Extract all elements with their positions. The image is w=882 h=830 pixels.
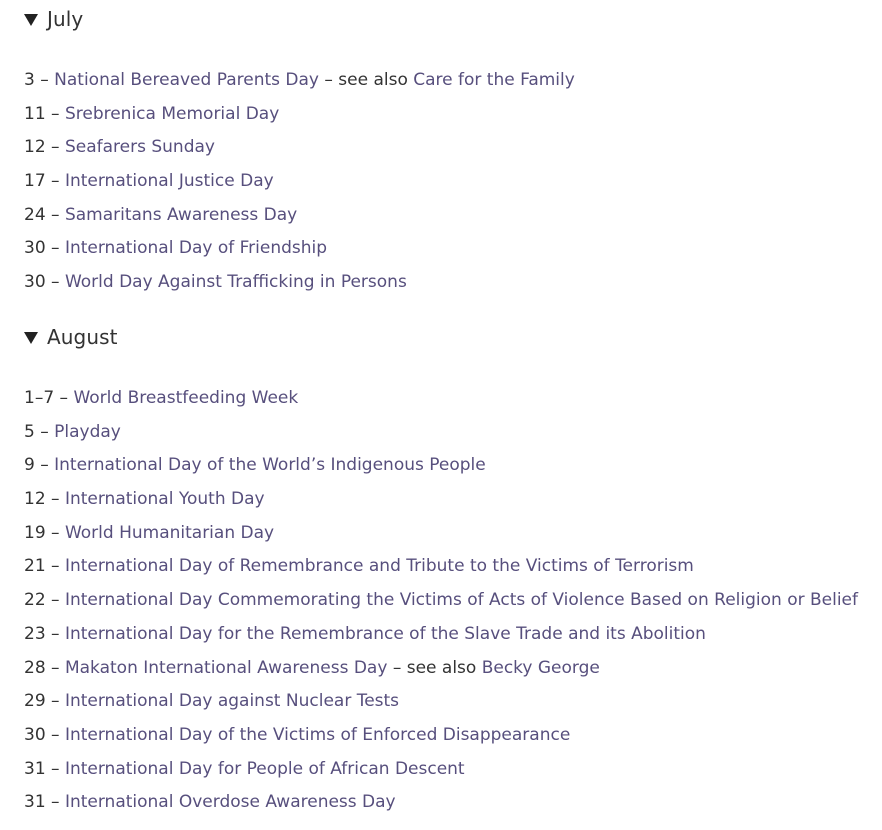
list-item — [24, 199, 874, 233]
event-link[interactable]: International Day against Nuclear Tests — [64, 691, 400, 712]
event-link[interactable]: Samaritans Awareness Day — [64, 204, 298, 225]
event-link[interactable]: International Day of Remembrance and Tribute to the Victims of Terrorism — [64, 556, 694, 577]
list-item — [24, 165, 874, 199]
see-also-text: see also — [406, 657, 477, 678]
event-date: 29 — [24, 691, 46, 712]
event-date: 3 — [24, 70, 35, 90]
list-item — [24, 98, 874, 132]
list-item — [24, 483, 874, 517]
section-toggle-july[interactable] — [24, 4, 83, 34]
event-link[interactable]: International Day for the Remembrance of the Slave Trade and its Abolition — [64, 623, 706, 644]
event-date: 9 — [24, 455, 35, 476]
see-also-link[interactable]: Becky George — [481, 657, 600, 678]
expanded-triangle-icon — [24, 14, 38, 26]
separator: – — [40, 455, 49, 476]
event-date: 22 — [24, 590, 46, 611]
list-item — [24, 550, 874, 584]
event-date: 19 — [24, 522, 46, 543]
event-date: 21 — [24, 556, 46, 577]
event-date: 24 — [24, 204, 46, 225]
list-item — [24, 449, 874, 483]
separator: – — [51, 272, 60, 293]
expanded-triangle-icon — [24, 332, 38, 344]
event-link[interactable]: Srebrenica Memorial Day — [64, 103, 280, 124]
event-date: 31 — [24, 758, 46, 779]
separator: – — [51, 691, 60, 712]
list-item — [24, 753, 874, 787]
event-link[interactable]: National Bereaved Parents Day — [54, 70, 319, 90]
separator: – — [51, 489, 60, 510]
separator: – — [51, 204, 60, 225]
separator: – — [51, 171, 60, 192]
event-date: 30 — [24, 724, 46, 745]
list-item — [24, 131, 874, 165]
event-link[interactable]: International Day of the World’s Indigenous People — [54, 455, 486, 476]
separator: – — [51, 792, 60, 813]
separator: – — [51, 238, 60, 259]
event-link[interactable]: International Day for People of African Descent — [64, 758, 465, 779]
event-date: 30 — [24, 238, 46, 259]
separator: – — [51, 590, 60, 611]
event-link[interactable]: World Day Against Trafficking in Persons — [64, 272, 407, 293]
list-item — [24, 64, 874, 98]
separator: – — [59, 388, 69, 408]
separator: – — [40, 70, 49, 90]
separator: – — [51, 724, 60, 745]
list-item — [24, 416, 874, 450]
separator: – — [51, 623, 60, 644]
event-link[interactable]: International Day of Friendship — [64, 238, 328, 259]
see-also-text: see also — [338, 70, 408, 90]
separator: – — [51, 657, 60, 678]
event-link[interactable]: International Overdose Awareness Day — [64, 792, 396, 813]
list-item — [24, 719, 874, 753]
event-date: 30 — [24, 272, 46, 293]
separator: – — [51, 103, 60, 124]
event-date: 17 — [24, 171, 46, 192]
section-august — [24, 322, 858, 813]
event-date: 12 — [24, 489, 46, 510]
separator: – — [51, 556, 60, 577]
event-date: 1–7 — [24, 388, 55, 408]
list-item — [24, 786, 874, 820]
see-also-link[interactable]: Care for the Family — [413, 70, 575, 90]
separator: – — [51, 522, 60, 543]
separator: – — [51, 137, 60, 158]
section-title: August — [47, 325, 118, 349]
list-item — [24, 266, 874, 300]
list-item — [24, 618, 874, 652]
list-item — [24, 584, 874, 618]
list-item — [24, 517, 874, 551]
event-link[interactable]: International Youth Day — [64, 489, 265, 510]
list-item — [24, 652, 874, 686]
list-item — [24, 232, 874, 266]
separator: – — [51, 758, 60, 779]
event-date: 12 — [24, 137, 46, 158]
event-date: 31 — [24, 792, 46, 813]
events-list — [24, 64, 874, 300]
event-link[interactable]: Seafarers Sunday — [64, 137, 215, 158]
event-link[interactable]: Makaton International Awareness Day — [64, 657, 388, 678]
event-date: 5 — [24, 421, 35, 442]
event-link[interactable]: Playday — [54, 421, 121, 442]
event-link[interactable]: International Justice Day — [64, 171, 274, 192]
event-link[interactable]: World Breastfeeding Week — [73, 388, 299, 408]
event-link[interactable]: International Day of the Victims of Enforced Disappearance — [64, 724, 571, 745]
event-link[interactable]: International Day Commemorating the Victims of Acts of Violence Based on Religion or Belief — [64, 590, 858, 611]
events-list — [24, 382, 874, 820]
separator: – — [392, 657, 402, 678]
event-date: 23 — [24, 623, 46, 644]
list-item — [24, 382, 874, 416]
section-title: July — [47, 7, 84, 31]
list-item — [24, 685, 874, 719]
event-date: 11 — [24, 103, 46, 124]
separator: – — [40, 421, 49, 442]
event-date: 28 — [24, 657, 46, 678]
event-link[interactable]: World Humanitarian Day — [64, 522, 275, 543]
section-toggle-august[interactable] — [24, 322, 118, 352]
section-july — [24, 4, 575, 293]
separator: – — [324, 70, 333, 90]
